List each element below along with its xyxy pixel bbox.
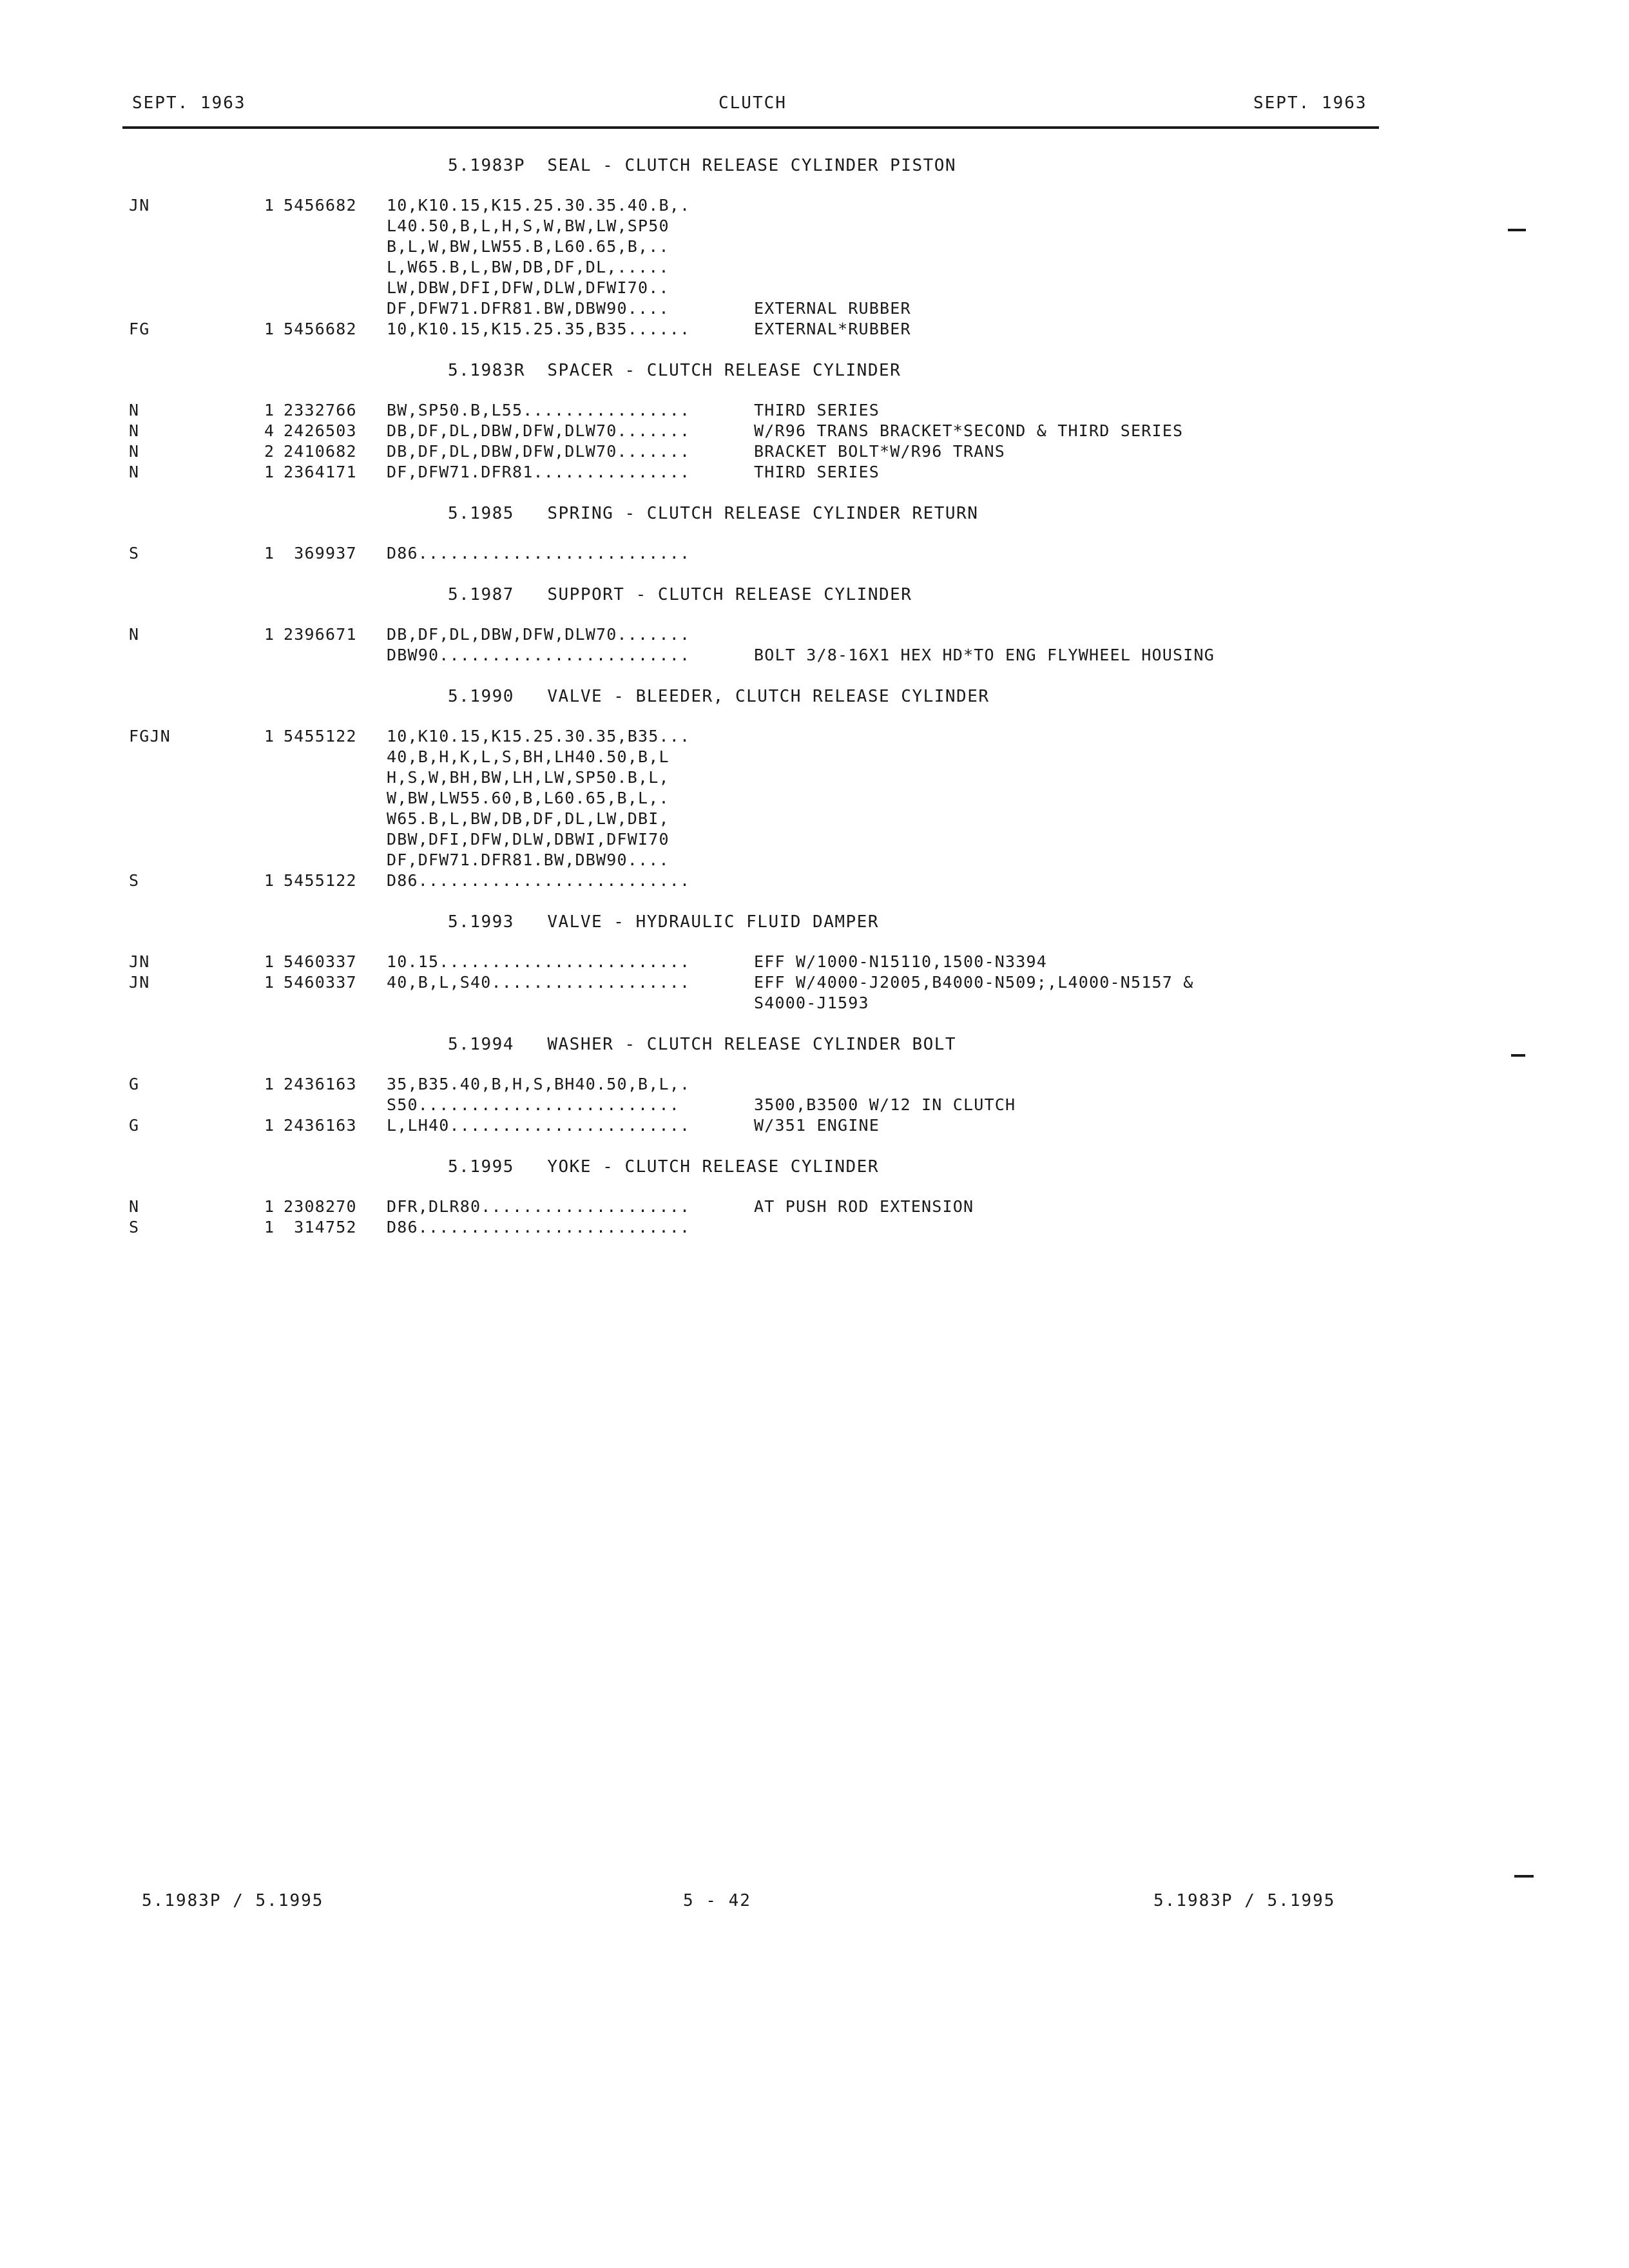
model-applicability: DF,DFW71.DFR81.BW,DBW90.... (387, 299, 670, 318)
section-heading-text: 5.1983P SEAL - CLUTCH RELEASE CYLINDER PISTON (448, 156, 957, 175)
model-applicability: 10,K10.15,K15.25.30.35,B35... (387, 727, 691, 745)
part-row (0, 871, 1629, 892)
quantity: 1 (264, 320, 275, 338)
usage-code: N (129, 401, 140, 419)
part-description: BRACKET BOLT*W/R96 TRANS (754, 442, 1006, 461)
part-description: EXTERNAL*RUBBER (754, 320, 911, 338)
model-applicability: DBW90........................ (387, 646, 691, 664)
quantity: 1 (264, 1197, 275, 1216)
part-number: 314752 (284, 1218, 357, 1236)
part-row (0, 768, 1629, 789)
section-spacer (0, 340, 1629, 360)
part-row (0, 544, 1629, 564)
section-heading-text: 5.1993 VALVE - HYDRAULIC FLUID DAMPER (448, 912, 879, 932)
model-applicability: L,LH40....................... (387, 1116, 691, 1135)
model-applicability: L40.50,B,L,H,S,W,BW,LW,SP50 (387, 216, 670, 235)
part-row (0, 1075, 1629, 1095)
model-applicability: 40,B,H,K,L,S,BH,LH40.50,B,L (387, 747, 670, 766)
quantity: 1 (264, 625, 275, 644)
part-number: 5456682 (284, 320, 357, 338)
model-applicability: B,L,W,BW,LW55.B,L60.65,B,.. (387, 237, 670, 256)
part-number: 2436163 (284, 1075, 357, 1093)
part-description: S4000-J1593 (754, 994, 869, 1012)
part-row (0, 625, 1629, 646)
part-number: 5455122 (284, 727, 357, 745)
part-row (0, 237, 1629, 258)
part-number: 5460337 (284, 973, 357, 992)
footer-range-right: 5.1983P / 5.1995 (1153, 1891, 1336, 1910)
part-row (0, 299, 1629, 320)
usage-code: N (129, 421, 140, 440)
part-row (0, 727, 1629, 747)
part-row (0, 747, 1629, 768)
part-description: EFF W/4000-J2005,B4000-N509;,L4000-N5157 & (754, 973, 1194, 992)
part-description: AT PUSH ROD EXTENSION (754, 1197, 974, 1216)
footer-range-left: 5.1983P / 5.1995 (142, 1891, 324, 1910)
quantity: 1 (264, 1218, 275, 1236)
quantity: 1 (264, 463, 275, 481)
usage-code: JN (129, 196, 150, 215)
model-applicability: DB,DF,DL,DBW,DFW,DLW70....... (387, 421, 691, 440)
section-heading (0, 155, 1629, 196)
header-section-title: CLUTCH (718, 93, 787, 113)
model-applicability: DBW,DFI,DFW,DLW,DBWI,DFWI70 (387, 830, 670, 849)
part-row (0, 401, 1629, 421)
part-description: BOLT 3/8-16X1 HEX HD*TO ENG FLYWHEEL HOUSING (754, 646, 1215, 664)
footer-page-number: 5 - 42 (683, 1891, 751, 1910)
section-heading-text: 5.1983R SPACER - CLUTCH RELEASE CYLINDER (448, 361, 901, 380)
usage-code: N (129, 463, 140, 481)
part-row (0, 1218, 1629, 1238)
quantity: 1 (264, 544, 275, 562)
section-spacer (0, 1137, 1629, 1156)
quantity: 1 (264, 196, 275, 215)
model-applicability: DF,DFW71.DFR81.BW,DBW90.... (387, 850, 670, 869)
model-applicability: DB,DF,DL,DBW,DFW,DLW70....... (387, 442, 691, 461)
model-applicability: H,S,W,BH,BW,LH,LW,SP50.B,L, (387, 768, 670, 787)
section-heading-text: 5.1990 VALVE - BLEEDER, CLUTCH RELEASE CYLINDER (448, 687, 990, 706)
part-number: 2410682 (284, 442, 357, 461)
margin-mark (1511, 1054, 1525, 1057)
usage-code: G (129, 1116, 140, 1135)
header-rule (122, 126, 1379, 129)
section-heading (0, 360, 1629, 401)
quantity: 1 (264, 727, 275, 745)
part-number: 5456682 (284, 196, 357, 215)
model-applicability: W65.B,L,BW,DB,DF,DL,LW,DBI, (387, 809, 670, 828)
part-row (0, 789, 1629, 809)
part-row (0, 196, 1629, 216)
section-spacer (0, 892, 1629, 911)
model-applicability: D86.......................... (387, 871, 691, 890)
part-number: 2436163 (284, 1116, 357, 1135)
part-row (0, 1197, 1629, 1218)
model-applicability: DF,DFW71.DFR81............... (387, 463, 691, 481)
quantity: 1 (264, 1075, 275, 1093)
margin-mark (1514, 1875, 1534, 1878)
section-spacer (0, 666, 1629, 686)
quantity: 1 (264, 1116, 275, 1135)
model-applicability: L,W65.B,L,BW,DB,DF,DL,..... (387, 258, 670, 276)
section-heading (0, 584, 1629, 625)
part-description: THIRD SERIES (754, 463, 880, 481)
model-applicability: DFR,DLR80.................... (387, 1197, 691, 1216)
part-row (0, 646, 1629, 666)
model-applicability: 10,K10.15,K15.25.35,B35...... (387, 320, 691, 338)
quantity: 4 (264, 421, 275, 440)
header-date-right: SEPT. 1963 (1253, 93, 1367, 113)
quantity: 1 (264, 973, 275, 992)
part-description: W/351 ENGINE (754, 1116, 880, 1135)
model-applicability: D86.......................... (387, 1218, 691, 1236)
usage-code: N (129, 625, 140, 644)
usage-code: S (129, 1218, 140, 1236)
part-row (0, 994, 1629, 1014)
quantity: 1 (264, 871, 275, 890)
usage-code: S (129, 544, 140, 562)
usage-code: S (129, 871, 140, 890)
model-applicability: LW,DBW,DFI,DFW,DLW,DFWI70.. (387, 278, 670, 297)
section-heading (0, 686, 1629, 727)
part-row (0, 1095, 1629, 1116)
part-number: 2426503 (284, 421, 357, 440)
part-description: 3500,B3500 W/12 IN CLUTCH (754, 1095, 1016, 1114)
model-applicability: 10.15........................ (387, 952, 691, 971)
part-number: 2332766 (284, 401, 357, 419)
section-heading-text: 5.1985 SPRING - CLUTCH RELEASE CYLINDER RETURN (448, 504, 979, 523)
section-heading (0, 911, 1629, 952)
model-applicability: 35,B35.40,B,H,S,BH40.50,B,L,. (387, 1075, 691, 1093)
part-description: THIRD SERIES (754, 401, 880, 419)
model-applicability: BW,SP50.B,L55................ (387, 401, 691, 419)
model-applicability: DB,DF,DL,DBW,DFW,DLW70....... (387, 625, 691, 644)
part-number: 369937 (284, 544, 357, 562)
part-description: EXTERNAL RUBBER (754, 299, 911, 318)
header-date-left: SEPT. 1963 (132, 93, 246, 113)
quantity: 1 (264, 952, 275, 971)
quantity: 1 (264, 401, 275, 419)
part-row (0, 830, 1629, 850)
section-heading-text: 5.1987 SUPPORT - CLUTCH RELEASE CYLINDER (448, 585, 912, 604)
usage-code: JN (129, 973, 150, 992)
section-heading-text: 5.1994 WASHER - CLUTCH RELEASE CYLINDER BOLT (448, 1035, 957, 1054)
model-applicability: D86.......................... (387, 544, 691, 562)
part-number: 2364171 (284, 463, 357, 481)
part-row (0, 320, 1629, 340)
section-spacer (0, 483, 1629, 503)
part-row (0, 1116, 1629, 1137)
section-spacer (0, 1238, 1629, 1258)
margin-mark (1508, 229, 1526, 231)
model-applicability: 40,B,L,S40................... (387, 973, 691, 992)
parts-listing (0, 155, 1629, 1258)
part-row (0, 258, 1629, 278)
quantity: 2 (264, 442, 275, 461)
usage-code: FGJN (129, 727, 171, 745)
section-spacer (0, 1014, 1629, 1033)
usage-code: FG (129, 320, 150, 338)
part-description: W/R96 TRANS BRACKET*SECOND & THIRD SERIES (754, 421, 1184, 440)
section-heading-text: 5.1995 YOKE - CLUTCH RELEASE CYLINDER (448, 1157, 879, 1177)
part-row (0, 973, 1629, 994)
section-spacer (0, 564, 1629, 584)
section-heading (0, 503, 1629, 544)
part-number: 2396671 (284, 625, 357, 644)
part-row (0, 421, 1629, 442)
model-applicability: S50......................... (387, 1095, 680, 1114)
part-row (0, 278, 1629, 299)
model-applicability: W,BW,LW55.60,B,L60.65,B,L,. (387, 789, 670, 807)
usage-code: N (129, 442, 140, 461)
part-description: EFF W/1000-N15110,1500-N3394 (754, 952, 1048, 971)
part-number: 5460337 (284, 952, 357, 971)
section-heading (0, 1156, 1629, 1197)
part-row (0, 809, 1629, 830)
usage-code: N (129, 1197, 140, 1216)
part-row (0, 463, 1629, 483)
usage-code: G (129, 1075, 140, 1093)
part-number: 5455122 (284, 871, 357, 890)
model-applicability: 10,K10.15,K15.25.30.35.40.B,. (387, 196, 691, 215)
section-heading (0, 1033, 1629, 1075)
part-row (0, 442, 1629, 463)
part-number: 2308270 (284, 1197, 357, 1216)
part-row (0, 216, 1629, 237)
part-row (0, 850, 1629, 871)
usage-code: JN (129, 952, 150, 971)
part-row (0, 952, 1629, 973)
